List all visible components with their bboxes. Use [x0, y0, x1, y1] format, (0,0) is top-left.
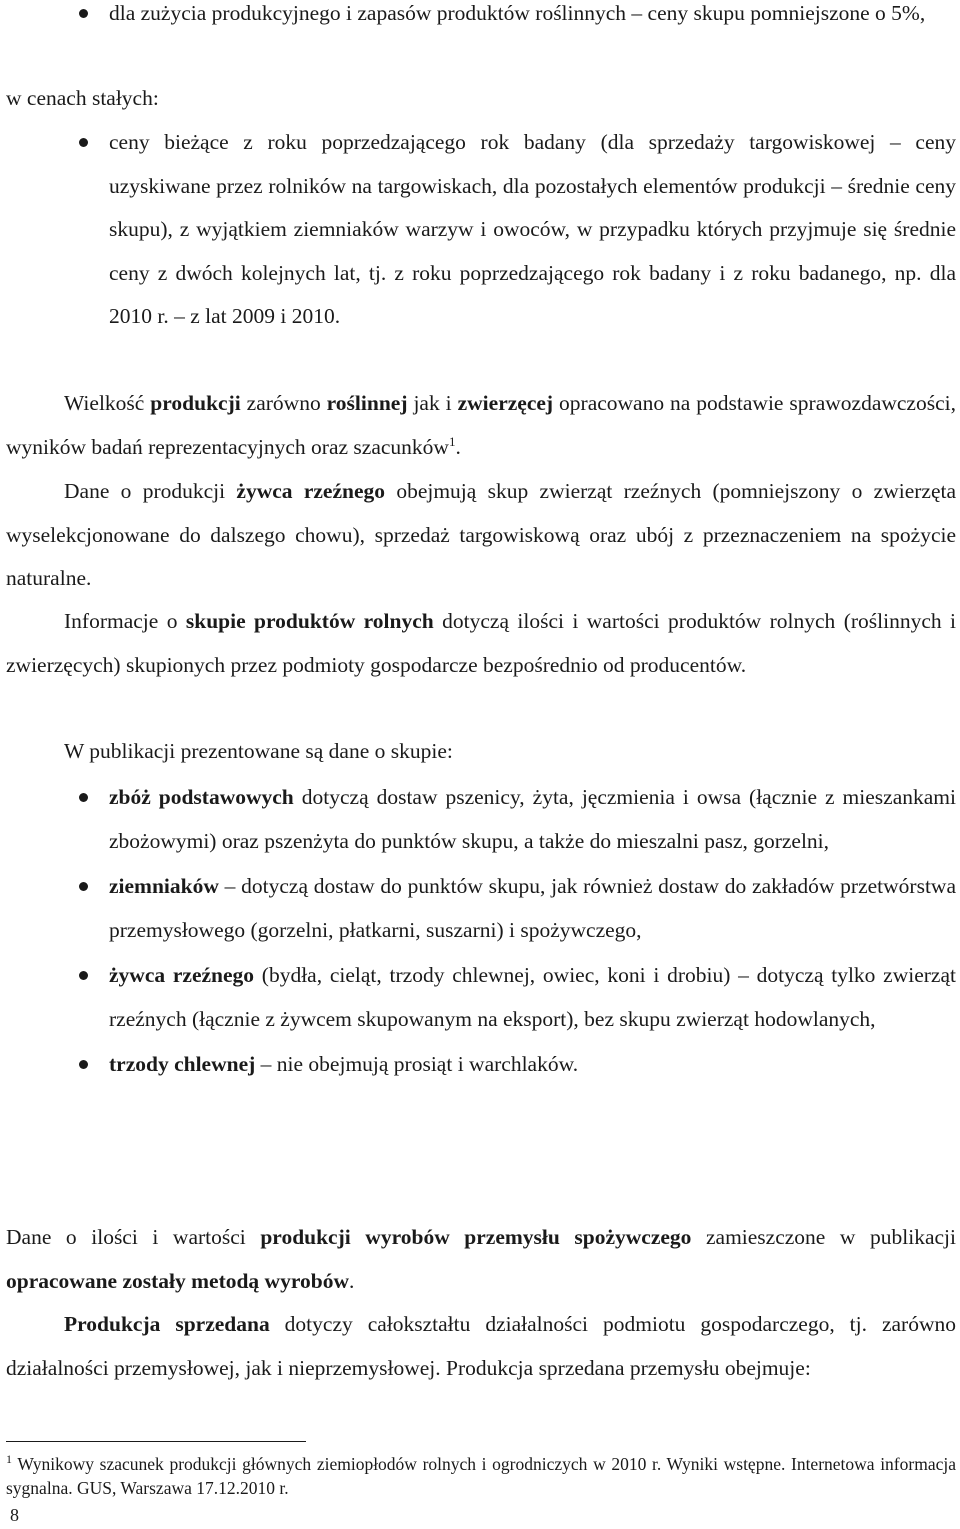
- bullet-icon: [79, 882, 88, 891]
- list-item: [6, 1043, 956, 1087]
- list-item-term: ziemniaków: [109, 874, 219, 898]
- bullet-list-purchase: [6, 776, 956, 1087]
- paragraph-food-industry: Dane o ilości i wartości produkcji wyrobów przemysłu spożywczego zamieszczone w publikacji opracowane zostały metodą wyrobów.: [6, 1225, 956, 1293]
- term-zwierzecej: zwierzęcej: [457, 391, 554, 415]
- bullet-icon: [79, 971, 88, 980]
- list-item: [6, 776, 956, 863]
- paragraph-livestock: Dane o produkcji żywca rzeźnego obejmują skup zwierząt rzeźnych (pomniejszony o zwierzęta wyselekcjonowane do dalszego chowu), sprzedaż targowiskową oraz ubój z przeznaczeniem na spożycie naturalne.: [6, 479, 956, 590]
- paragraph-publication: W publikacji prezentowane są dane o skupie:: [64, 739, 453, 763]
- bullet-list-constant-prices: [6, 121, 956, 339]
- bullet-list-top: [6, 0, 956, 36]
- list-item-text: – nie obejmują prosiąt i warchlaków.: [255, 1052, 579, 1076]
- list-item-term: zbóż podstawowych: [109, 785, 294, 809]
- list-item: [6, 121, 956, 339]
- term-produkcji-wyrobow: produkcji wyrobów przemysłu spożywczego: [260, 1225, 692, 1249]
- list-item-text: – dotyczą dostaw do punktów skupu, jak również dostaw do zakładów przetwórstwa przemysłowego (gorzelni, płatkarni, suszarni) i spożywczego,: [109, 874, 956, 942]
- list-item: [6, 865, 956, 952]
- bullet-icon: [79, 1060, 88, 1069]
- page-number: 8: [10, 1505, 19, 1525]
- term-produkcji: produkcji: [150, 391, 241, 415]
- footnote-separator: [6, 1441, 306, 1442]
- list-item-text: dotyczą dostaw pszenicy, żyta, jęczmienia i owsa (łącznie z mieszankami zbożowymi) oraz pszenżyta do punktów skupu, a także do mieszalni pasz, gorzelni,: [109, 785, 956, 853]
- footnote-reference[interactable]: 1: [448, 433, 456, 449]
- paragraph-production: Wielkość produkcji zarówno roślinnej jak i zwierzęcej opracowano na podstawie sprawozdawczości, wyników badań reprezentacyjnych oraz szacunków$^1$.: [6, 391, 956, 459]
- list-item-term: żywca rzeźnego: [109, 963, 255, 987]
- term-metoda-wyrobow: opracowane zostały metodą wyrobów: [6, 1268, 349, 1293]
- term-zywca-rzeznego: żywca rzeźnego: [236, 479, 386, 503]
- paragraph-sold-production: Produkcja sprzedana dotyczy całokształtu działalności podmiotu gospodarczego, tj. zarówno działalności przemysłowej, jak i nieprzemysłowej. Produkcja sprzedana przemysłu obejmuje:: [6, 1312, 956, 1380]
- list-item: [6, 0, 956, 36]
- term-skup-produktow-rolnych: skupie produktów rolnych: [185, 609, 434, 633]
- paragraph-purchase: Informacje o skupie produktów rolnych dotyczą ilości i wartości produktów rolnych (roślinnych i zwierzęcych) skupionych przez podmioty gospodarcze bezpośrednio od producentów.: [6, 609, 957, 677]
- bullet-icon: [79, 9, 88, 18]
- list-item-term: trzody chlewnej: [109, 1052, 256, 1076]
- constant-prices-label: w cenach stałych:: [6, 86, 159, 110]
- footnote-mark: 1: [6, 1452, 12, 1467]
- bullet-icon: [79, 138, 88, 147]
- list-item-text: ceny bieżące z roku poprzedzającego rok badany (dla sprzedaży targowiskowej – ceny uzyskiwane przez rolników na targowiskach, dla pozostałych elementów produkcji – średnie ceny skupu), z wyjątkiem ziemniaków warzyw i owoców, w przypadku których przyjmuje się średnie ceny z dwóch kolejnych lat, tj. z roku poprzedzającego rok badany i z roku badanego, np. dla 2010 r. – z lat 2009 i 2010.: [109, 130, 956, 328]
- term-produkcja-sprzedana: Produkcja sprzedana: [64, 1312, 270, 1336]
- list-item-text: (bydła, cieląt, trzody chlewnej, owiec, koni i drobiu) – dotyczą tylko zwierząt rzeźnych (łącznie z żywcem skupowanym na eksport), bez skupu zwierząt hodowlanych,: [109, 963, 956, 1031]
- list-item-text: dla zużycia produkcyjnego i zapasów produktów roślinnych – ceny skupu pomniejszone o 5%,: [109, 1, 926, 25]
- bullet-icon: [79, 793, 88, 802]
- footnote: [6, 1452, 956, 1500]
- list-item: [6, 954, 956, 1041]
- footnote-text: Wynikowy szacunek produkcji głównych ziemiopłodów rolnych i ogrodniczych w 2010 r. Wyniki wstępne. Internetowa informacja sygnalna. GUS, Warszawa 17.12.2010 r.: [6, 1454, 956, 1498]
- term-roslinnej: roślinnej: [326, 391, 408, 415]
